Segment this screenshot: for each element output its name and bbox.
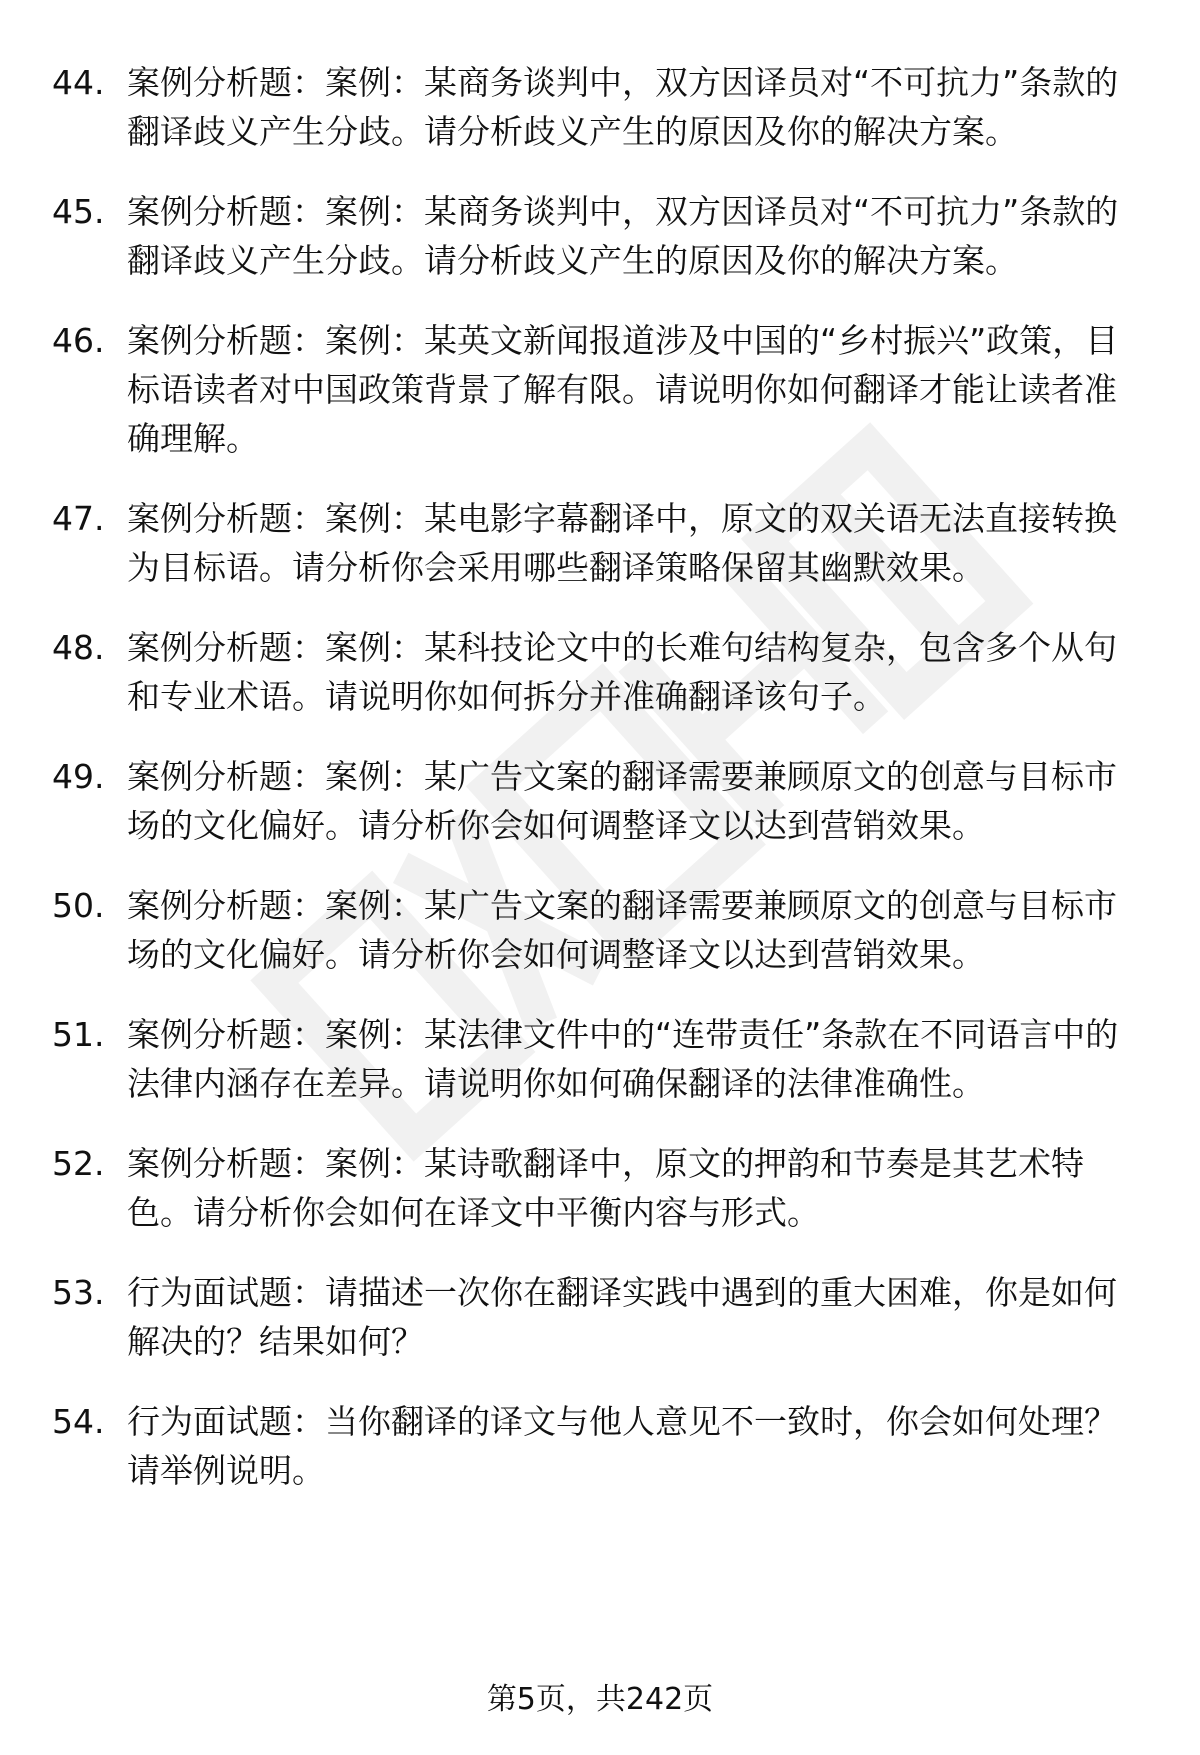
question-item [52,1268,1147,1366]
question-item [52,316,1147,463]
question-item [52,1397,1147,1495]
question-text: 行为面试题：当你翻译的译文与他人意见不一致时，你会如何处理？请举例说明。 [127,1402,1117,1490]
question-number: 53. [52,1273,105,1312]
page-number-label: 第5页，共242页 [486,1682,714,1717]
page-footer [0,1680,1200,1720]
question-item [52,1010,1147,1108]
question-text: 案例分析题：案例：某广告文案的翻译需要兼顾原文的创意与目标市场的文化偏好。请分析你会如何调整译文以达到营销效果。 [127,757,1117,845]
question-number: 52. [52,1144,105,1183]
question-item [52,58,1147,156]
question-text: 案例分析题：案例：某广告文案的翻译需要兼顾原文的创意与目标市场的文化偏好。请分析你会如何调整译文以达到营销效果。 [127,886,1117,974]
question-text: 案例分析题：案例：某科技论文中的长难句结构复杂，包含多个从句和专业术语。请说明你如何拆分并准确翻译该句子。 [127,628,1117,716]
question-item [52,494,1147,592]
question-item [52,1139,1147,1237]
question-number: 48. [52,628,105,667]
question-text: 行为面试题：请描述一次你在翻译实践中遇到的重大困难，你是如何解决的？结果如何？ [127,1273,1117,1361]
question-list [52,58,1147,1526]
question-number: 47. [52,499,105,538]
question-item [52,881,1147,979]
question-text: 案例分析题：案例：某诗歌翻译中，原文的押韵和节奏是其艺术特色。请分析你会如何在译文中平衡内容与形式。 [127,1144,1084,1232]
question-item [52,187,1147,285]
question-number: 44. [52,63,105,102]
question-text: 案例分析题：案例：某商务谈判中，双方因译员对“不可抗力”条款的翻译歧义产生分歧。请分析歧义产生的原因及你的解决方案。 [127,192,1119,280]
question-text: 案例分析题：案例：某法律文件中的“连带责任”条款在不同语言中的法律内涵存在差异。请说明你如何确保翻译的法律准确性。 [127,1015,1119,1103]
question-number: 46. [52,321,105,360]
question-number: 50. [52,886,105,925]
question-text: 案例分析题：案例：某电影字幕翻译中，原文的双关语无法直接转换为目标语。请分析你会采用哪些翻译策略保留其幽默效果。 [127,499,1117,587]
question-number: 54. [52,1402,105,1441]
question-number: 49. [52,757,105,796]
question-text: 案例分析题：案例：某商务谈判中，双方因译员对“不可抗力”条款的翻译歧义产生分歧。请分析歧义产生的原因及你的解决方案。 [127,63,1119,151]
question-text: 案例分析题：案例：某英文新闻报道涉及中国的“乡村振兴”政策，目标语读者对中国政策背景了解有限。请说明你如何翻译才能让读者准确理解。 [127,321,1119,458]
question-number: 51. [52,1015,105,1054]
question-number: 45. [52,192,105,231]
question-item [52,752,1147,850]
question-item [52,623,1147,721]
